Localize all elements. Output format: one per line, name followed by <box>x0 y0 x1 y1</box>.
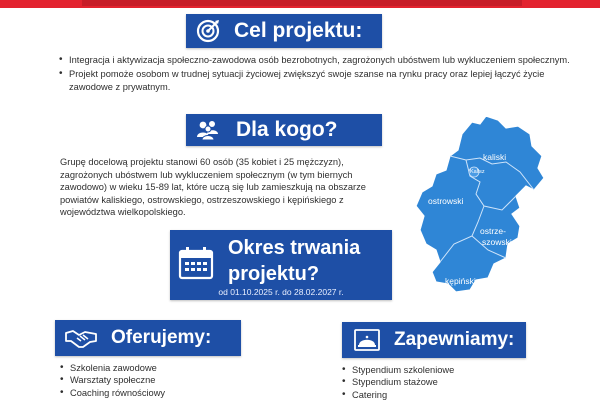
map-label-ostrzeszowski-cont: szowski <box>482 237 512 247</box>
list-item: • Projekt pomoże osobom w trudnej sytuacji życiowej zwiększyć swoje szanse na rynku pracy oraz lepiej łączyć życie zawodowe z prywatnym. <box>59 68 571 93</box>
okres-trwania-title: Okres trwania projektu? <box>228 237 361 285</box>
oferujemy-title: Oferujemy: <box>111 327 212 348</box>
list-item: • Warsztaty społeczne <box>60 374 280 386</box>
cel-projektu-list <box>59 54 571 95</box>
map-label-ostrowski: ostrowski <box>428 196 464 206</box>
dla-kogo-header <box>186 114 382 146</box>
list-item: • Stypendium stażowe <box>342 376 562 388</box>
dla-kogo-title: Dla kogo? <box>236 118 338 141</box>
list-item: • Catering <box>342 389 562 401</box>
county-map <box>410 112 560 302</box>
calendar-icon <box>170 234 222 292</box>
list-item: • Stypendium szkoleniowe <box>342 364 562 376</box>
oferujemy-header <box>55 320 241 356</box>
dla-kogo-text: Grupę docelową projektu stanowi 60 osób (35 kobiet i 25 mężczyzn), zagrożonych ubóstwem lub wykluczeniem społecznym (w tym biernych zawodowo) w wieku 15-89 lat, które uczą się lub zamieszkują na obszarze powiatów kaliskiego, ostrowskiego, ostrzeszowskiego i kępińskiego z województwa wielkopolskiego. <box>60 157 366 218</box>
map-label-ostrzeszowski: ostrze- <box>480 226 506 236</box>
top-banner-strip <box>82 0 522 6</box>
cel-projektu-header <box>186 14 382 48</box>
people-icon <box>186 114 230 146</box>
okres-trwania-header <box>170 230 392 300</box>
map-label-kaliski: kaliski <box>483 152 507 162</box>
okres-trwania-dates: od 01.10.2025 r. do 28.02.2027 r. <box>218 287 344 297</box>
target-icon <box>186 14 230 48</box>
cel-projektu-title: Cel projektu: <box>234 19 363 42</box>
handshake-icon <box>55 320 107 356</box>
oferujemy-list <box>60 362 280 399</box>
list-item: • Integracja i aktywizacja społeczno-zawodowa osób bezrobotnych, zagrożonych ubóstwem lub wykluczeniem społecznym. <box>59 54 571 66</box>
top-banner <box>0 0 600 8</box>
zapewniamy-list <box>342 364 562 401</box>
map-label-kepinski: kępiński <box>445 276 476 286</box>
list-item: • Coaching równościowy <box>60 387 280 399</box>
map-label-kalisz: Kalisz <box>470 169 485 175</box>
zapewniamy-header <box>342 322 526 358</box>
catering-icon <box>342 322 392 358</box>
zapewniamy-title: Zapewniamy: <box>394 329 515 350</box>
list-item: • Szkolenia zawodowe <box>60 362 280 374</box>
